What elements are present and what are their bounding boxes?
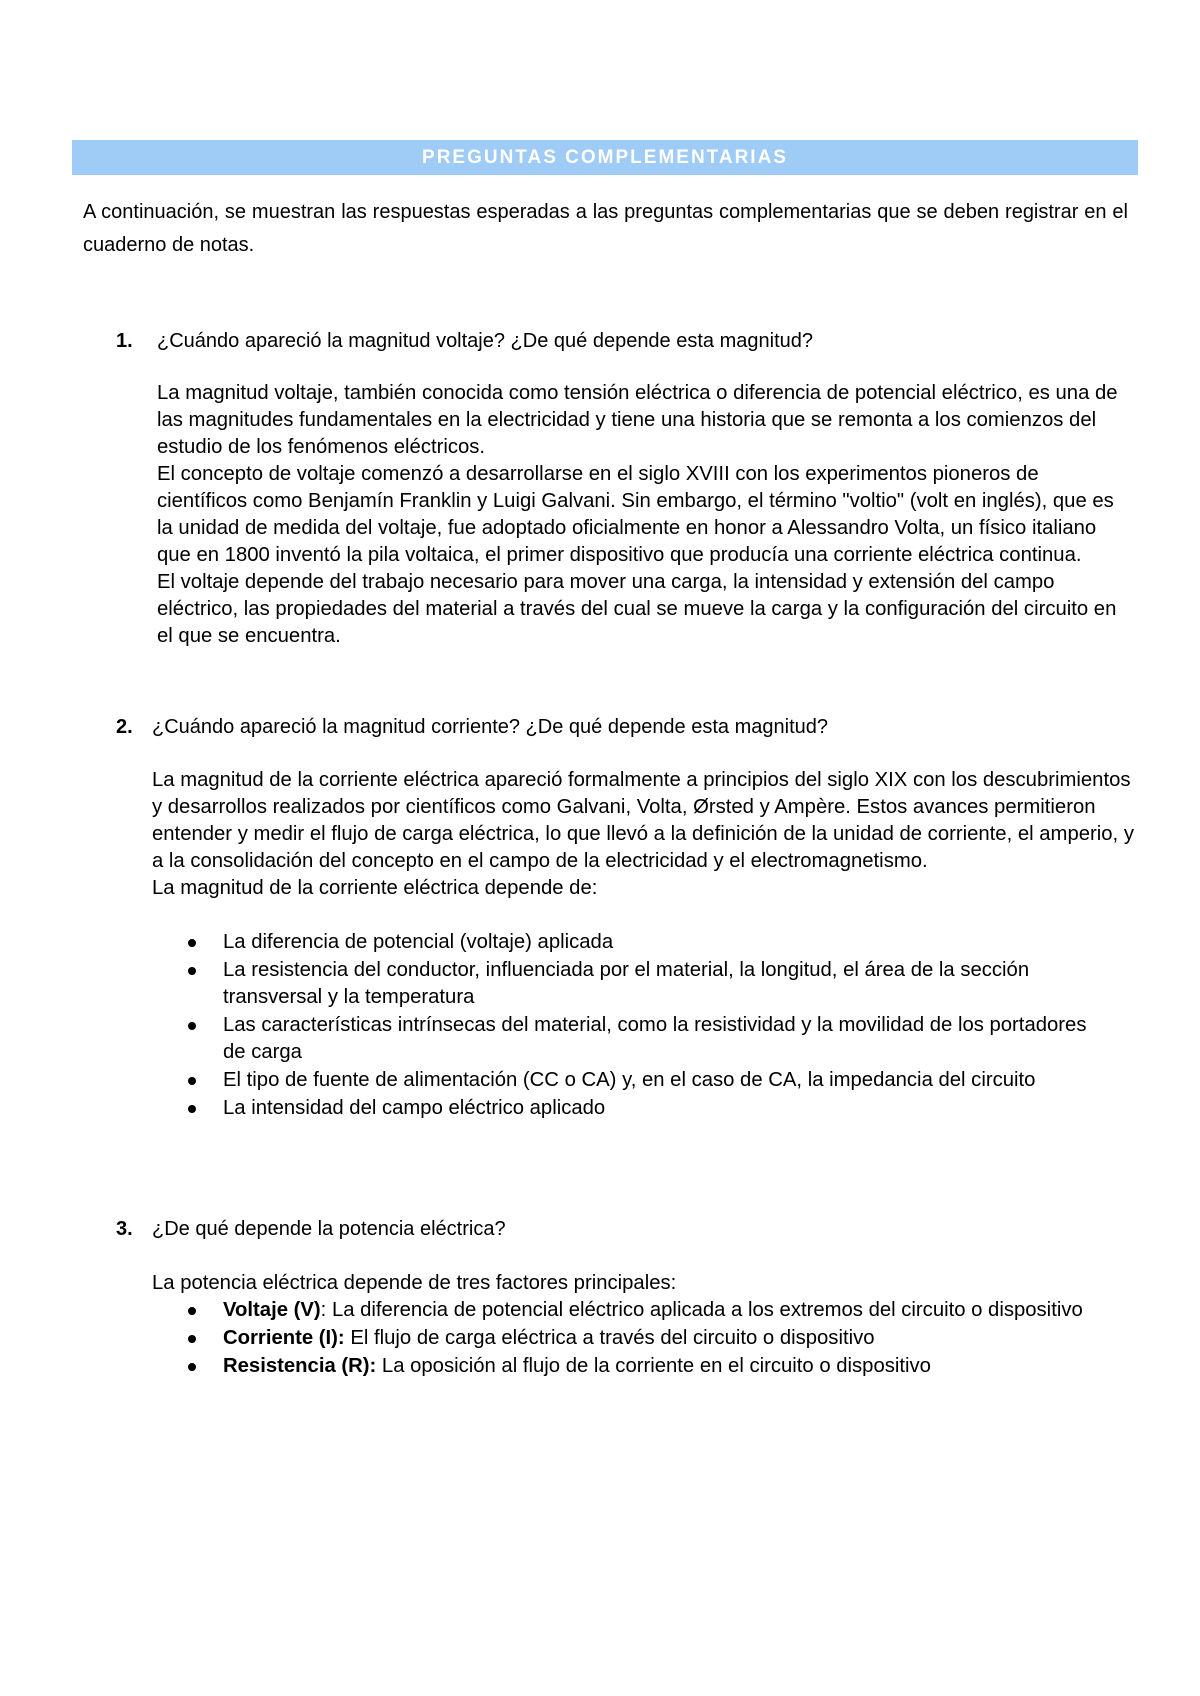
- bullet-icon: [188, 1077, 196, 1085]
- bullet-icon: [188, 1105, 196, 1113]
- answer-2-bullet-list: [152, 929, 1112, 1123]
- question-text: ¿De qué depende la potencia eléctrica?: [152, 1218, 506, 1240]
- answer-2: [152, 767, 1140, 902]
- list-item: Las características intrínsecas del material, como la resistividad y la movilidad de los portadores de carga: [152, 1012, 1112, 1066]
- question-text: ¿Cuándo apareció la magnitud voltaje? ¿De qué depende esta magnitud?: [157, 330, 813, 352]
- list-item: Corriente (I): El flujo de carga eléctrica a través del circuito o dispositivo: [152, 1325, 1112, 1352]
- answer-3-bullet-list: [152, 1297, 1112, 1381]
- intro-paragraph: A continuación, se muestran las respuestas esperadas a las preguntas complementarias que se deben registrar en el cuaderno de notas.: [83, 201, 1128, 256]
- section-title-banner: PREGUNTAS COMPLEMENTARIAS: [72, 140, 1138, 175]
- bullet-icon: [188, 1022, 196, 1030]
- bullet-icon: [188, 939, 196, 947]
- answer-1: [157, 380, 1132, 650]
- answer-paragraph: El voltaje depende del trabajo necesario para mover una carga, la intensidad y extensión del campo eléctrico, las propiedades del material a través del cual se mueve la carga y la configuración del circuito en el que se encuentra.: [157, 571, 1117, 647]
- answer-paragraph: El concepto de voltaje comenzó a desarrollarse en el siglo XVIII con los experimentos pioneros de científicos como Benjamín Franklin y Luigi Galvani. Sin embargo, el término "voltio" (volt en inglés), que es la unidad de medida del voltaje, fue adoptado oficialmente en honor a Alessandro Volta, un físico italiano que en 1800 inventó la pila voltaica, el primer dispositivo que producía una corriente eléctrica continua.: [157, 463, 1114, 566]
- question-number: 3.: [116, 1218, 133, 1240]
- list-item: La diferencia de potencial (voltaje) aplicada: [152, 929, 1112, 956]
- list-item: La intensidad del campo eléctrico aplicado: [152, 1095, 1112, 1122]
- answer-paragraph: La magnitud voltaje, también conocida como tensión eléctrica o diferencia de potencial eléctrico, es una de las magnitudes fundamentales en la electricidad y tiene una historia que se remonta a los comienzos del estudio de los fenómenos eléctricos.: [157, 382, 1118, 458]
- answer-3: [152, 1270, 1140, 1297]
- list-item: El tipo de fuente de alimentación (CC o CA) y, en el caso de CA, la impedancia del circuito: [152, 1067, 1112, 1094]
- list-item: Voltaje (V): La diferencia de potencial eléctrico aplicada a los extremos del circuito o dispositivo: [152, 1297, 1112, 1324]
- answer-paragraph: La magnitud de la corriente eléctrica apareció formalmente a principios del siglo XIX con los descubrimientos y desarrollos realizados por científicos como Galvani, Volta, Ørsted y Ampère. Estos avances permitieron entender y medir el flujo de carga eléctrica, lo que llevó a la definición de la unidad de corriente, el amperio, y a la consolidación del concepto en el campo de la electricidad y el electromagnetismo.: [152, 769, 1134, 872]
- answer-paragraph: La magnitud de la corriente eléctrica depende de:: [152, 877, 598, 899]
- question-number: 2.: [116, 716, 133, 738]
- list-item: La resistencia del conductor, influenciada por el material, la longitud, el área de la sección transversal y la temperatura: [152, 957, 1112, 1011]
- bullet-icon: [188, 1363, 196, 1371]
- bullet-icon: [188, 1335, 196, 1343]
- answer-paragraph: La potencia eléctrica depende de tres factores principales:: [152, 1272, 677, 1294]
- question-text: ¿Cuándo apareció la magnitud corriente? ¿De qué depende esta magnitud?: [152, 716, 828, 738]
- list-item: Resistencia (R): La oposición al flujo de la corriente en el circuito o dispositivo: [152, 1353, 1112, 1380]
- bullet-icon: [188, 967, 196, 975]
- question-number: 1.: [116, 330, 133, 352]
- bullet-icon: [188, 1307, 196, 1315]
